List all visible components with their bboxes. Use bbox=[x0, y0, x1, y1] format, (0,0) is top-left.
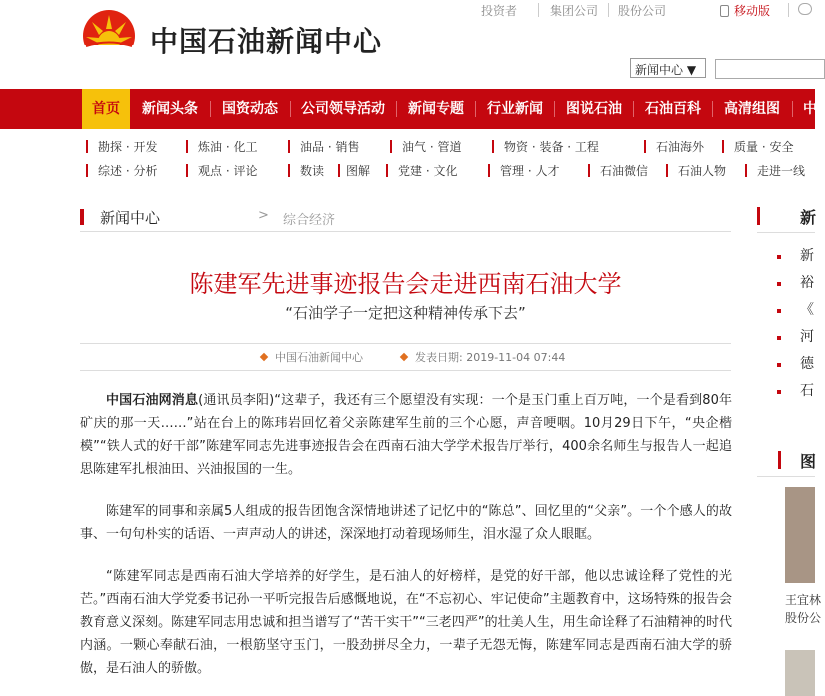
breadcrumb bbox=[80, 204, 731, 232]
sidebar-section-marker bbox=[778, 451, 781, 469]
source-text: 中国石油新闻中心 bbox=[275, 351, 363, 364]
breadcrumb-home[interactable]: 新闻中心 bbox=[100, 209, 161, 227]
nav-encyclopedia[interactable]: 石油百科 bbox=[645, 101, 701, 117]
article-date bbox=[401, 349, 565, 365]
sub-nav-marker bbox=[288, 140, 290, 153]
sub-nav-item[interactable]: 观点 · 评论 bbox=[198, 164, 258, 178]
nav-sasac[interactable]: 国资动态 bbox=[222, 101, 278, 117]
sidebar-news-item[interactable]: 《 bbox=[800, 302, 814, 318]
link-investor[interactable]: 投资者 bbox=[481, 4, 518, 18]
link-stock-company[interactable]: 股份公司 bbox=[618, 4, 667, 18]
nav-topics[interactable]: 新闻专题 bbox=[408, 101, 464, 117]
nav-leaders[interactable]: 公司领导活动 bbox=[301, 101, 385, 117]
sub-nav-marker bbox=[86, 140, 88, 153]
link-group-company[interactable]: 集团公司 bbox=[550, 4, 599, 18]
nav-more[interactable]: 中 bbox=[803, 101, 817, 117]
sub-nav-marker bbox=[288, 164, 290, 177]
nav-divider bbox=[475, 101, 476, 117]
sidebar-news-item[interactable]: 德 bbox=[800, 356, 814, 372]
sidebar-photo[interactable] bbox=[785, 487, 815, 583]
bullet-icon bbox=[777, 390, 781, 394]
sidebar-photo-caption[interactable]: 王宜林 bbox=[785, 593, 822, 607]
search-scope-select[interactable]: 新闻中心 ▼ bbox=[630, 58, 706, 78]
sub-nav-marker bbox=[390, 140, 392, 153]
divider bbox=[788, 3, 789, 17]
sub-nav-marker bbox=[488, 164, 490, 177]
nav-pictures[interactable]: 图说石油 bbox=[566, 101, 622, 117]
article-lead: 中国石油网消息 bbox=[106, 393, 199, 408]
mobile-link[interactable] bbox=[720, 2, 770, 19]
nav-divider bbox=[210, 101, 211, 117]
sub-nav-item[interactable]: 油品 · 销售 bbox=[300, 140, 360, 154]
sidebar-divider bbox=[757, 476, 815, 477]
nav-headlines[interactable]: 新闻头条 bbox=[142, 101, 198, 117]
top-header bbox=[0, 0, 815, 88]
article-source bbox=[261, 349, 363, 365]
bullet-icon bbox=[260, 353, 268, 361]
sidebar-news-item[interactable]: 新 bbox=[800, 248, 814, 264]
nav-divider bbox=[792, 101, 793, 117]
sub-nav-item[interactable]: 管理 · 人才 bbox=[500, 164, 560, 178]
bullet-icon bbox=[777, 255, 781, 259]
sidebar-title-pictures: 图 bbox=[800, 452, 817, 471]
sub-nav-marker bbox=[745, 164, 747, 177]
weibo-icon bbox=[798, 3, 812, 15]
sub-nav-item[interactable]: 石油微信 bbox=[600, 164, 649, 178]
sub-nav-marker bbox=[338, 164, 340, 177]
sidebar-photo[interactable] bbox=[785, 650, 815, 696]
sub-nav-marker bbox=[492, 140, 494, 153]
bullet-icon bbox=[777, 282, 781, 286]
sub-nav-item[interactable]: 石油海外 bbox=[656, 140, 705, 154]
article-title: 陈建军先进事迹报告会走进西南石油大学 bbox=[189, 270, 622, 298]
article-paragraph-2: 陈建军的同事和亲属5人组成的报告团饱含深情地讲述了记忆中的“陈总”、回忆里的“父亲”。一个个感人的故事、一句句朴实的话语、一声声动人的讲述，深深地打动着现场师生，泪水湿了众人眼眶。 bbox=[80, 504, 732, 542]
sidebar-news-item[interactable]: 石 bbox=[800, 383, 814, 399]
bullet-icon bbox=[777, 363, 781, 367]
bullet-icon bbox=[400, 353, 408, 361]
sub-nav-item[interactable]: 数读 bbox=[300, 164, 325, 178]
bullet-icon bbox=[777, 309, 781, 313]
nav-industry[interactable]: 行业新闻 bbox=[487, 101, 543, 117]
sub-nav-item[interactable]: 炼油 · 化工 bbox=[198, 140, 258, 154]
sub-nav-item[interactable]: 党建 · 文化 bbox=[398, 164, 458, 178]
sub-nav-marker bbox=[186, 164, 188, 177]
divider bbox=[608, 3, 609, 17]
sub-nav-marker bbox=[86, 164, 88, 177]
sub-nav-item[interactable]: 石油人物 bbox=[678, 164, 727, 178]
cnpc-logo-icon[interactable] bbox=[82, 9, 136, 63]
sidebar-news-item[interactable]: 河 bbox=[800, 329, 814, 345]
nav-gallery[interactable]: 高清组图 bbox=[724, 101, 780, 117]
sidebar-photo-caption[interactable]: 股份公 bbox=[785, 611, 822, 625]
sub-nav-item[interactable]: 图解 bbox=[346, 164, 371, 178]
chevron-right-icon: > bbox=[258, 208, 269, 223]
sub-nav-item[interactable]: 走进一线 bbox=[757, 164, 806, 178]
nav-divider bbox=[633, 101, 634, 117]
mobile-phone-icon bbox=[720, 5, 729, 17]
article-subtitle: “石油学子一定把这种精神传承下去” bbox=[285, 304, 526, 322]
meta-divider bbox=[80, 370, 731, 371]
nav-divider bbox=[396, 101, 397, 117]
main-nav bbox=[0, 89, 815, 129]
sub-nav-marker bbox=[722, 140, 724, 153]
date-text: 发表日期: 2019-11-04 07:44 bbox=[415, 351, 566, 364]
sub-nav-item[interactable]: 油气 · 管道 bbox=[402, 140, 462, 154]
mobile-label: 移动版 bbox=[734, 4, 771, 18]
sub-nav-marker bbox=[386, 164, 388, 177]
sub-nav-row-1 bbox=[80, 135, 815, 157]
search-input[interactable] bbox=[715, 59, 825, 79]
sidebar-title-news: 新 bbox=[800, 208, 817, 227]
site-title[interactable]: 中国石油新闻中心 bbox=[150, 25, 383, 58]
meta-divider bbox=[80, 343, 731, 344]
sub-nav-item[interactable]: 综述 · 分析 bbox=[98, 164, 158, 178]
sidebar-divider bbox=[757, 232, 815, 233]
sub-nav-marker bbox=[186, 140, 188, 153]
sub-nav-item[interactable]: 勘探 · 开发 bbox=[98, 140, 158, 154]
breadcrumb-marker bbox=[80, 209, 84, 225]
sub-nav-item[interactable]: 质量 · 安全 bbox=[734, 140, 794, 154]
sidebar-section-marker bbox=[757, 207, 760, 225]
paragraph-text: (通讯员李阳)“这辈子，我还有三个愿望没有实现：一个是玉门重上百万吨，一个是看到80年矿庆的那一天……”站在台上的陈玮岩回忆着父亲陈建军生前的三个心愿，声音哽咽。10月29日下午，“央企楷模”“铁人式的好干部”陈建军同志先进事迹报告会在西南石油大学学术报告厅举行，400余名师生与报告人一起追思陈建军扎根油田、兴油报国的一生。 bbox=[80, 393, 732, 477]
nav-divider bbox=[290, 101, 291, 117]
article-paragraph-1 bbox=[80, 389, 732, 481]
bullet-icon bbox=[777, 336, 781, 340]
nav-divider bbox=[712, 101, 713, 117]
sub-nav-marker bbox=[644, 140, 646, 153]
sub-nav-item[interactable]: 物资 · 装备 · 工程 bbox=[504, 140, 599, 154]
article-meta bbox=[80, 346, 731, 366]
article-paragraph-3: “陈建军同志是西南石油大学培养的好学生，是石油人的好榜样，是党的好干部，他以忠诚诠释了党性的光芒。”西南石油大学党委书记孙一平听完报告后感慨地说，在“不忘初心、牢记使命”主题教育中，这场特殊的报告会教育意义深刻。陈建军同志用忠诚和担当谱写了“苦干实干”“三老四严”的壮美人生，用生命诠释了石油精神的时代内涵。一颗心奉献石油，一根筋坚守玉门，一股劲拼尽全力，一辈子无怨无悔，陈建军同志是西南石油大学的骄傲，是石油人的骄傲。 bbox=[80, 569, 732, 676]
sub-nav-marker bbox=[588, 164, 590, 177]
nav-divider bbox=[554, 101, 555, 117]
divider bbox=[538, 3, 539, 17]
sidebar-news-item[interactable]: 裕 bbox=[800, 275, 814, 291]
nav-home[interactable]: 首页 bbox=[82, 89, 130, 129]
weibo-link[interactable] bbox=[798, 2, 812, 16]
sub-nav bbox=[80, 135, 815, 185]
sub-nav-row-2 bbox=[80, 159, 815, 181]
sub-nav-marker bbox=[666, 164, 668, 177]
breadcrumb-category[interactable]: 综合经济 bbox=[283, 213, 336, 228]
